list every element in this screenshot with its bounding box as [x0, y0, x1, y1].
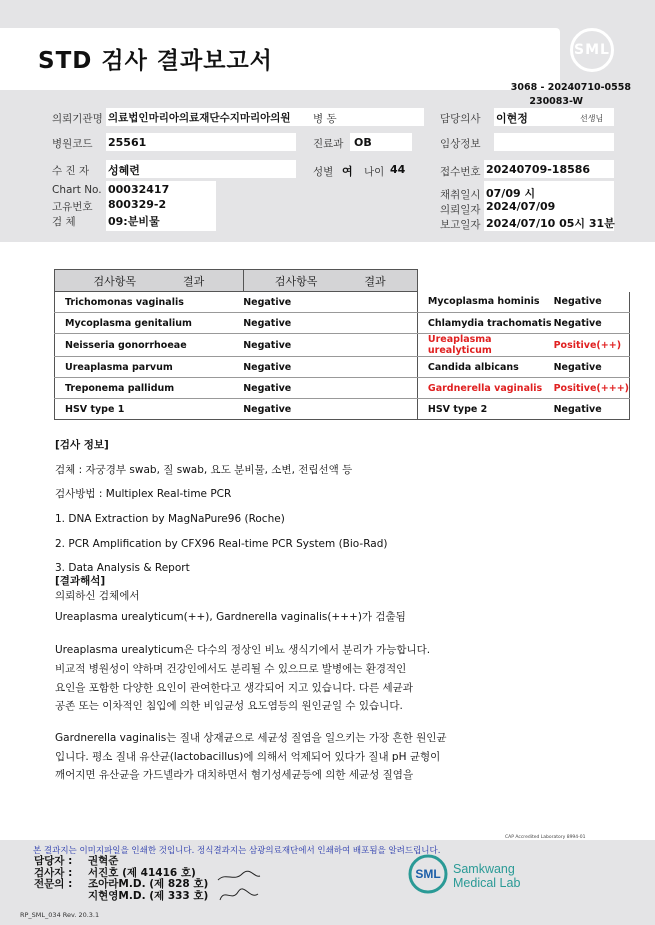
interpretation-line: Gardnerella vaginalis는 질내 상재균으로 세균성 질염을 일으키는 가장 흔한 원인균 — [55, 732, 447, 744]
age-value: 44 — [390, 163, 406, 176]
collect-value: 07/09 시 — [486, 187, 536, 200]
test-info-title: [검사 정보] — [55, 439, 109, 452]
results-table — [54, 269, 630, 420]
sml-footer-logo-icon — [406, 854, 450, 894]
staff2-value: 서진호 (제 41416 호) — [88, 867, 196, 879]
sex-value: 여 — [342, 165, 353, 178]
institution-label: 의뢰기관명 — [52, 113, 103, 125]
test-info-line: 3. Data Analysis & Report — [55, 562, 190, 575]
cell-result: Negative — [243, 313, 417, 334]
request-value: 2024/07/09 — [486, 200, 556, 213]
name-value: 성혜련 — [108, 164, 140, 177]
cell-result: Negative — [243, 399, 417, 420]
right-header — [243, 270, 417, 292]
chart-label: Chart No. — [52, 184, 102, 196]
col-result-left: 결과 — [182, 274, 205, 288]
cell-result: Negative — [243, 292, 417, 313]
cell-item: HSV type 1 — [55, 399, 244, 420]
footer-notice: 본 결과지는 이미지파일을 인쇄한 것입니다. 정식결과지는 삼광의료재단에서 인쇄하여 배포됨을 알려드립니다. — [33, 846, 441, 856]
request-label: 의뢰일자 — [440, 204, 481, 216]
interpretation-line: Ureaplasma urealyticum(++), Gardnerella vaginalis(+++)가 검출됨 — [55, 611, 406, 623]
reception-value: 20240709-18586 — [486, 163, 591, 176]
cell-item: Ureaplasma parvum — [55, 357, 244, 378]
cell-item: Treponema pallidum — [55, 378, 244, 399]
hospital-code-label: 병원코드 — [52, 138, 93, 150]
institution-value: 의료법인마리아의료재단수지마리아의원 — [108, 112, 291, 124]
report-date-label: 보고일자 — [440, 219, 481, 231]
test-info-line: 1. DNA Extraction by MagNaPure96 (Roche) — [55, 513, 285, 526]
sex-label: 성별 — [313, 166, 334, 178]
interpretation-line: 입니다. 평소 질내 유산균(lactobacillus)에 의해서 억제되어 있다가 질내 pH 균형이 — [55, 751, 441, 763]
dept-value: OB — [354, 136, 372, 149]
interpretation-line: 비교적 병원성이 약하며 건강인에서도 분리될 수 있으므로 발병에는 환경적인 — [55, 663, 407, 675]
report-code-1: 3068 - 20240710-0558 — [510, 82, 631, 93]
cell-item: Mycoplasma genitalium — [55, 313, 244, 334]
lab-name-2: Medical Lab — [453, 876, 521, 890]
cell-result: Negative — [243, 334, 417, 357]
reception-label: 접수번호 — [440, 166, 481, 178]
cell-item-positive: Ureaplasma urealyticum — [417, 334, 553, 357]
cell-item: Neisseria gonorrhoeae — [55, 334, 244, 357]
collect-label: 채취일시 — [440, 189, 481, 201]
table-row — [55, 334, 630, 357]
test-info — [55, 427, 387, 587]
interpretation-line: Ureaplasma urealyticum은 다수의 정상인 비뇨 생식기에서 분리가 가능합니다. — [55, 644, 431, 656]
interpretation-line: 의뢰하신 검체에서 — [55, 590, 140, 602]
specimen-value: 09:분비물 — [108, 215, 160, 228]
interpretation-title: [결과해석] — [55, 575, 106, 587]
doctor-label: 담당의사 — [440, 113, 481, 125]
cell-result: Negative — [243, 357, 417, 378]
signature-image — [214, 866, 264, 904]
staff2-label: 검사자 : — [34, 867, 73, 879]
cell-item: Candida albicans — [417, 357, 553, 378]
test-info-line: 2. PCR Amplification by CFX96 Real-time PCR System (Bio-Rad) — [55, 537, 388, 550]
age-label: 나이 — [364, 166, 385, 178]
staff4-value: 지현영M.D. (제 333 호) — [88, 890, 209, 902]
sml-logo-text: SML — [570, 28, 614, 72]
clinical-label: 임상정보 — [440, 138, 481, 150]
report-code-2: 230083-W — [529, 96, 583, 107]
left-header — [55, 270, 244, 292]
clinical-box — [494, 133, 614, 151]
interpretation-line: 요인을 포함한 다양한 요인이 관여한다고 생각되어 지고 있습니다. 다른 세균과 — [55, 682, 413, 694]
staff1-value: 권혁준 — [88, 855, 119, 867]
cell-result: Negative — [243, 378, 417, 399]
table-row — [55, 357, 630, 378]
hospital-code-value: 25561 — [108, 136, 147, 149]
col-item-right: 검사항목 — [274, 274, 318, 288]
cell-item: HSV type 2 — [417, 399, 553, 420]
ward-label: 병 동 — [313, 113, 337, 125]
unique-label: 고유번호 — [52, 201, 93, 213]
form-code: RP_SML_034 Rev. 20.3.1 — [20, 911, 100, 919]
cell-item: Mycoplasma hominis — [417, 292, 553, 313]
specimen-label: 검 체 — [52, 216, 76, 228]
cell-item-positive: Gardnerella vaginalis — [417, 378, 553, 399]
doctor-suffix: 선생님 — [580, 114, 604, 123]
table-row — [55, 399, 630, 420]
col-item-left: 검사항목 — [93, 274, 136, 288]
staff3-value: 조아라M.D. (제 828 호) — [88, 878, 209, 890]
test-info-line: 검체 : 자궁경부 swab, 질 swab, 요도 분비물, 소변, 전립선액 등 — [55, 463, 353, 476]
report-title: STD 검사 결과보고서 — [38, 48, 273, 74]
interpretation-line: 깨어지면 유산균을 가드넬라가 대치하면서 혐기성세균등에 의한 세균성 질염을 — [55, 769, 414, 781]
accredited-text: CAP Accredited Laboratory 8994-01 — [505, 835, 586, 840]
col-result-right: 결과 — [364, 274, 386, 288]
cell-result-positive: Positive(++) — [554, 334, 630, 357]
table-row — [55, 313, 630, 334]
staff3-label: 전문의 : — [34, 878, 73, 890]
unique-value: 800329-2 — [108, 198, 167, 211]
cell-result: Negative — [554, 292, 630, 313]
report-date-value: 2024/07/10 05시 31분 — [486, 217, 615, 230]
staff1-label: 담당자 : — [34, 855, 73, 867]
table-row — [55, 378, 630, 399]
test-info-line: 검사방법 : Multiplex Real-time PCR — [55, 488, 232, 501]
svg-text:SML: SML — [415, 867, 441, 881]
table-row — [55, 292, 630, 313]
cell-result: Negative — [554, 357, 630, 378]
cell-result-positive: Positive(+++) — [554, 378, 630, 399]
cell-result: Negative — [554, 399, 630, 420]
cell-result: Negative — [554, 313, 630, 334]
chart-value: 00032417 — [108, 183, 170, 196]
name-label: 수 진 자 — [52, 165, 90, 177]
dept-label: 진료과 — [313, 138, 344, 150]
doctor-value: 이현정 — [496, 112, 528, 125]
cell-item: Trichomonas vaginalis — [55, 292, 244, 313]
table-header — [55, 270, 630, 292]
cell-item: Chlamydia trachomatis — [417, 313, 553, 334]
sml-logo — [570, 28, 620, 76]
lab-name-1: Samkwang — [453, 862, 515, 876]
interpretation-line: 공존 또는 이차적인 침입에 의한 비임균성 요도염등의 원인균일 수 있습니다. — [55, 700, 403, 712]
